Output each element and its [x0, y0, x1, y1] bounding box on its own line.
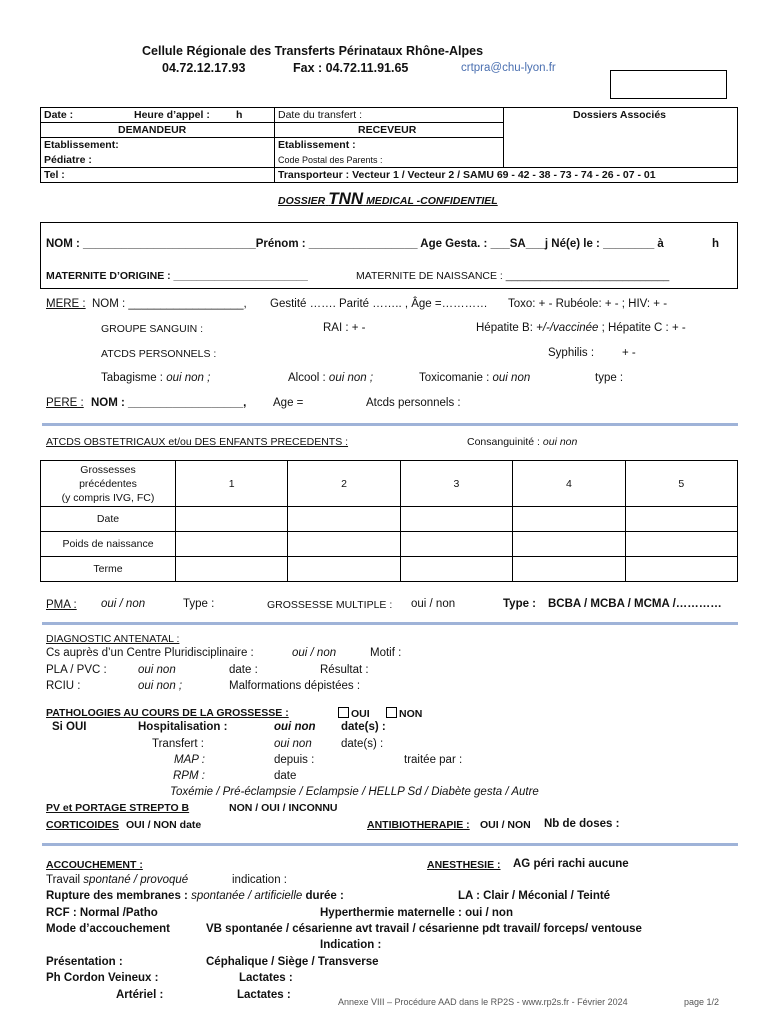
hepatite-b-options: +/-/vaccinée — [536, 322, 599, 334]
transporteur-label: Transporteur : Vecteur 1 / Vecteur 2 / SAMU 69 - 42 - 38 - 73 - 74 - 26 - 07 - 01 — [278, 169, 656, 181]
consanguinite-label — [467, 436, 577, 448]
patient-line: NOM : ___________________________Prénom : _________________ Age Gesta. : ___SA___j Né(e) le : ________ à — [46, 238, 664, 250]
alcool-options: oui non ; — [328, 372, 374, 384]
syphilis-label: Syphilis : — [548, 347, 595, 359]
mode-indication-label: Indication : — [320, 939, 382, 951]
table-cell[interactable] — [288, 507, 400, 532]
table-cell[interactable] — [513, 532, 625, 557]
column-header: 5 — [625, 461, 737, 507]
alcool-label — [288, 372, 373, 384]
resultat-label: Résultat : — [320, 664, 369, 676]
tabagisme-options: oui non ; — [166, 372, 211, 384]
hepatite-c-label: ; Hépatite C : + - — [601, 322, 686, 334]
pla-pvc-label: PLA / PVC : — [46, 664, 107, 676]
pere-age: Age = — [273, 397, 304, 409]
date-transfert-label: Date du transfert : — [278, 109, 363, 121]
pere-nom: NOM : __________________, — [91, 397, 247, 409]
pathologies-non-option[interactable] — [386, 707, 422, 720]
fax-number: Fax : 04.72.11.91.65 — [293, 61, 409, 75]
groupe-sanguin-label: GROUPE SANGUIN : — [101, 323, 204, 335]
table-cell[interactable] — [625, 532, 737, 557]
oui-text: OUI — [351, 708, 370, 720]
grossesse-multiple-options: oui / non — [411, 598, 456, 610]
ph-cordon-veineux-label: Ph Cordon Veineux : — [46, 972, 159, 984]
transfert-dates: date(s) : — [341, 738, 384, 750]
diagnostic-antenatal-title: DIAGNOSTIC ANTENATAL : — [46, 633, 180, 645]
mere-nom: NOM : __________________, — [92, 298, 247, 310]
pathologies-oui-option[interactable] — [338, 707, 370, 720]
rcf-label: RCF : Normal /Patho — [46, 907, 158, 919]
maternite-naissance-label: MATERNITE DE NAISSANCE : ____________________________ — [356, 270, 670, 282]
corticoides-label: CORTICOIDES — [46, 819, 119, 831]
tabagisme-text: Tabagisme : — [101, 372, 164, 384]
toxicomanie-type-label: type : — [595, 372, 624, 384]
dossiers-associes-label: Dossiers Associés — [573, 109, 666, 121]
cs-options: oui / non — [292, 647, 337, 659]
dossier-title-post: MEDICAL -CONFIDENTIEL — [366, 195, 498, 207]
mode-accouchement-label: Mode d’accouchement — [46, 923, 170, 935]
table-cell[interactable] — [288, 532, 400, 557]
atcds-personnels-label: ATCDS PERSONNELS : — [101, 348, 217, 360]
organization-title: Cellule Régionale des Transferts Périnataux Rhône-Alpes — [142, 44, 484, 58]
pma-options: oui / non — [101, 598, 146, 610]
corticoides-options: OUI / NON date — [126, 819, 202, 831]
cs-label: Cs auprès d’un Centre Pluridisciplinaire : — [46, 647, 254, 659]
table-cell[interactable] — [625, 557, 737, 582]
antibiotherapie-options: OUI / NON — [480, 819, 531, 831]
hepatite-b-label: Hépatite B: — [476, 322, 533, 334]
column-header: 3 — [400, 461, 512, 507]
dossier-title-pre: DOSSIER — [278, 195, 326, 207]
row-label-grossesses — [41, 461, 176, 507]
date-label: Date : — [44, 109, 74, 121]
pla-date-label: date : — [229, 664, 258, 676]
etablissement-receveur: Etablissement : — [278, 139, 356, 151]
grossesse-multiple-label: GROSSESSE MULTIPLE : — [267, 599, 393, 611]
etablissement-demandeur: Etablissement: — [44, 139, 119, 151]
heure-appel-label: Heure d’appel : — [134, 109, 210, 121]
depuis-label: depuis : — [274, 754, 315, 766]
rupture-line — [46, 890, 344, 902]
malformations-label: Malformations dépistées : — [229, 680, 361, 692]
pv-strepto-label: PV et PORTAGE STREPTO B — [46, 802, 190, 814]
pere-label: PERE : — [46, 397, 84, 409]
reference-box[interactable] — [610, 70, 727, 99]
pv-strepto-options: NON / OUI / INCONNU — [229, 802, 338, 814]
presentation-label: Présentation : — [46, 956, 123, 968]
toxicomanie-label — [419, 372, 530, 384]
tabagisme-label — [101, 372, 210, 384]
phone-number: 04.72.12.17.93 — [162, 61, 246, 75]
antibiotherapie-label: ANTIBIOTHERAPIE : — [367, 819, 470, 831]
pediatre-label: Pédiatre : — [44, 154, 92, 166]
footer-annexe: Annexe VIII – Procédure AAD dans le RP2S - www.rp2s.fr - Février 2024 — [338, 997, 628, 1007]
hepatite-line — [476, 322, 686, 334]
rupture-label: Rupture des membranes : — [46, 890, 188, 902]
table-cell[interactable] — [513, 507, 625, 532]
ph-cordon-arteriel-label: Artériel : — [116, 989, 164, 1001]
heure-unit: h — [236, 109, 243, 121]
row-label-poids: Poids de naissance — [41, 532, 176, 557]
grossesse-type-options: BCBA / MCBA / MCMA /………… — [548, 598, 722, 610]
previous-pregnancies-table — [40, 460, 738, 582]
hospitalisation-options: oui non — [274, 721, 316, 733]
syphilis-options: + - — [622, 347, 636, 359]
section-separator — [42, 843, 738, 846]
table-cell[interactable] — [625, 507, 737, 532]
toxicomanie-text: Toxicomanie : — [419, 372, 490, 384]
hospitalisation-dates: date(s) : — [341, 721, 386, 733]
consanguinite-text: Consanguinité : — [467, 436, 540, 448]
pma-type-label: Type : — [183, 598, 215, 610]
liquide-amniotique: LA : Clair / Méconial / Teinté — [458, 890, 611, 902]
pere-atcds: Atcds personnels : — [366, 397, 461, 409]
motif-label: Motif : — [370, 647, 402, 659]
grossesse-type-label: Type : — [503, 598, 537, 610]
birth-hour-unit: h — [712, 238, 720, 250]
map-label: MAP : — [174, 754, 205, 766]
pathologies-title: PATHOLOGIES AU COURS DE LA GROSSESSE : — [46, 707, 289, 719]
non-text: NON — [399, 708, 423, 720]
column-header: 2 — [288, 461, 400, 507]
table-cell[interactable] — [176, 532, 288, 557]
table-cell[interactable] — [513, 557, 625, 582]
checkbox-icon[interactable] — [338, 707, 349, 718]
code-postal-label: Code Postal des Parents : — [278, 155, 383, 165]
email-link[interactable]: crtpra@chu-lyon.fr — [461, 62, 556, 74]
anesthesie-label: ANESTHESIE : — [427, 859, 501, 871]
accouchement-title: ACCOUCHEMENT : — [46, 859, 143, 871]
section-separator — [42, 423, 738, 426]
pma-label: PMA : — [46, 599, 77, 611]
row-label-terme: Terme — [41, 557, 176, 582]
mere-gestite: Gestité ……. Parité …….. , Âge =………… — [270, 298, 488, 310]
column-header: 1 — [176, 461, 288, 507]
consanguinite-options: oui non — [542, 436, 578, 448]
rciu-label: RCIU : — [46, 680, 81, 692]
rpm-label: RPM : — [173, 770, 205, 782]
table-cell[interactable] — [288, 557, 400, 582]
rai-label: RAI : + - — [323, 322, 366, 334]
duree-label: durée : — [305, 890, 344, 902]
table-cell[interactable] — [400, 532, 512, 557]
table-cell[interactable] — [400, 557, 512, 582]
alcool-text: Alcool : — [288, 372, 326, 384]
hospitalisation-label: Hospitalisation : — [138, 721, 228, 733]
dossier-title-tnn: TNN — [328, 189, 364, 208]
traitee-par-label: traitée par : — [404, 754, 463, 766]
rpm-date-label: date — [274, 770, 297, 782]
travail-options: spontané / provoqué — [83, 874, 189, 886]
transfert-label: Transfert : — [152, 738, 204, 750]
row-label-date: Date — [41, 507, 176, 532]
rupture-options: spontanée / artificielle — [191, 890, 303, 902]
demandeur-header: DEMANDEUR — [118, 124, 187, 136]
si-oui-label: Si OUI — [52, 721, 87, 733]
footer-page-number: page 1/2 — [684, 997, 720, 1007]
presentation-options: Céphalique / Siège / Transverse — [206, 956, 379, 968]
table-cell[interactable] — [400, 507, 512, 532]
dossier-title — [278, 189, 498, 209]
indication-label: indication : — [232, 874, 287, 886]
mode-accouchement-options: VB spontanée / césarienne avt travail / césarienne pdt travail/ forceps/ ventouse — [206, 923, 642, 935]
receveur-header: RECEVEUR — [358, 124, 417, 136]
transfert-options: oui non — [274, 738, 312, 750]
mere-serologies: Toxo: + - Rubéole: + - ; HIV: + - — [508, 298, 668, 310]
grossesses-label-text: Grossesses précédentes (y compris IVG, FC) — [61, 463, 155, 504]
table-cell[interactable] — [176, 507, 288, 532]
travail-label — [46, 874, 188, 886]
pla-pvc-options: oui non — [138, 664, 176, 676]
toxemie-options: Toxémie / Pré-éclampsie / Eclampsie / HELLP Sd / Diabète gesta / Autre — [170, 786, 539, 798]
hyperthermie-label: Hyperthermie maternelle : oui / non — [320, 907, 513, 919]
maternite-origine-label: MATERNITE D’ORIGINE : _______________________ — [46, 270, 308, 282]
lactates-veineux-label: Lactates : — [239, 972, 293, 984]
nb-doses-label: Nb de doses : — [544, 818, 620, 830]
lactates-arteriel-label: Lactates : — [237, 989, 291, 1001]
mere-label: MERE : — [46, 298, 86, 310]
checkbox-icon[interactable] — [386, 707, 397, 718]
rciu-options: oui non ; — [138, 680, 183, 692]
column-header: 4 — [513, 461, 625, 507]
travail-text: Travail — [46, 874, 81, 886]
toxicomanie-options: oui non — [492, 372, 531, 384]
anesthesie-options: AG péri rachi aucune — [513, 858, 629, 870]
section-separator — [42, 622, 738, 625]
tel-label: Tel : — [44, 169, 65, 181]
table-cell[interactable] — [176, 557, 288, 582]
atcds-obstetricaux-title: ATCDS OBSTETRICAUX et/ou DES ENFANTS PRECEDENTS : — [46, 436, 349, 448]
